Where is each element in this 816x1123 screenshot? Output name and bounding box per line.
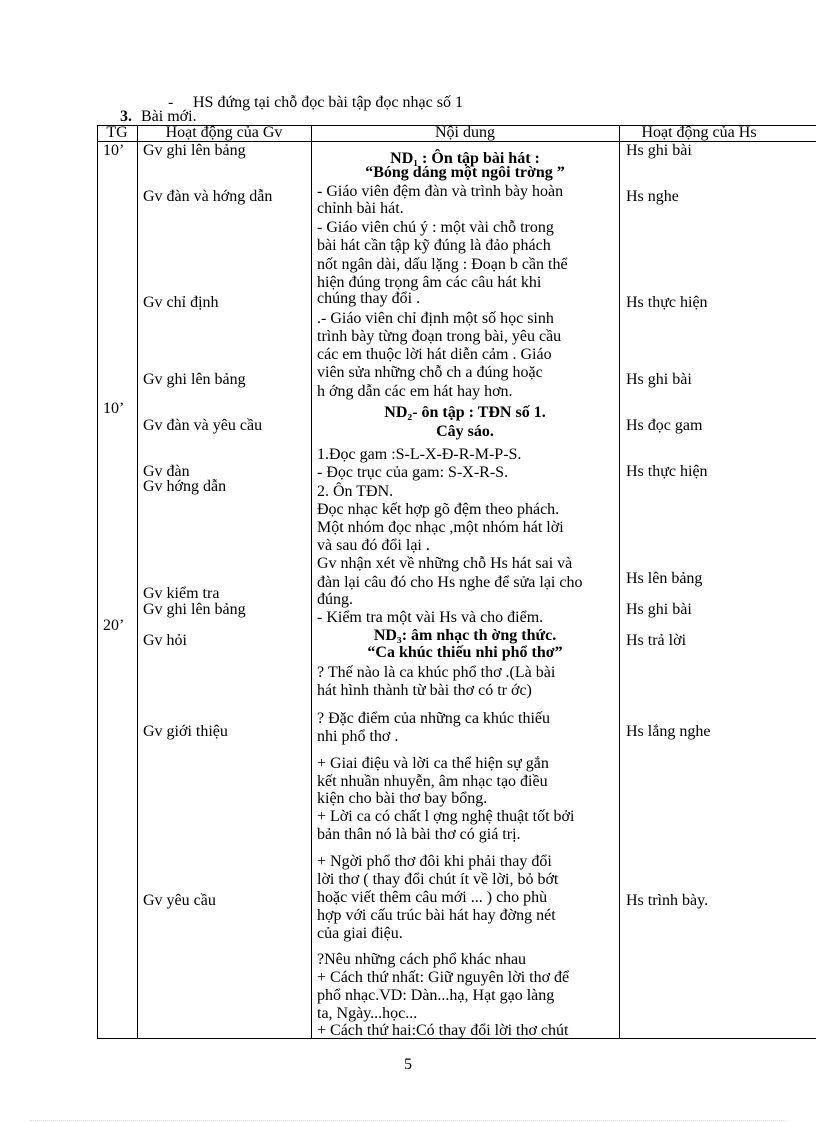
hs-activity: Hs thực hiện	[626, 463, 708, 480]
content-line: - Giáo viên đệm đàn và trình bày hoàn	[317, 183, 564, 200]
content-line: - Đọc trục của gam: S-X-R-S.	[317, 464, 509, 481]
time-cell: 10’	[103, 142, 125, 159]
content-line: và sau đó đổi lại .	[317, 537, 430, 554]
page-number: 5	[404, 1056, 412, 1073]
content-line: kiện cho bài thơ bay bổng.	[317, 790, 488, 807]
gv-activity: Gv ghi lên bảng	[143, 601, 246, 618]
gv-activity: Gv ghi lên bảng	[143, 142, 246, 159]
content-line: hợp với cấu trúc bài hát hay đờng nét	[317, 907, 556, 924]
content-nd2-song: Cây sáo.	[436, 423, 494, 440]
content-line: - Giáo viên chú ý : một vài chỗ trong	[317, 219, 554, 236]
content-line: viên sửa những chỗ ch a đúng hoặc	[317, 364, 543, 381]
content-line: + Cách thứ hai:Có thay đổi lời thơ chút	[317, 1022, 569, 1039]
intro-bullet: -	[168, 94, 174, 111]
gv-activity: Gv đàn và hớng dẫn	[143, 188, 273, 205]
content-line: chỉnh bài hát.	[317, 200, 404, 217]
content-line: Đọc nhạc kết hợp gõ đệm theo phách.	[317, 501, 560, 518]
gv-activity: Gv kiểm tra	[143, 585, 220, 602]
content-line: các em thuộc lời hát diễn cảm . Giáo	[317, 346, 552, 363]
hs-activity: Hs ghi bài	[626, 142, 692, 159]
col-divider-3	[619, 125, 620, 1039]
content-line: hát hình thành từ bài thơ có tr ớc)	[317, 682, 532, 699]
col-divider-2	[311, 125, 312, 1039]
hs-activity: Hs trình bày.	[626, 892, 709, 909]
hs-activity: Hs ghi bài	[626, 601, 692, 618]
hs-activity: Hs nghe	[626, 188, 679, 205]
header-gv: Hoạt động của Gv	[165, 124, 283, 141]
gv-activity: Gv giới thiệu	[143, 723, 228, 740]
gv-activity: Gv yêu cầu	[143, 892, 216, 909]
content-line: ?Nêu những cách phổ khác nhau	[317, 951, 527, 968]
content-line: trình bày từng đoạn trong bài, yêu cầu	[317, 328, 562, 345]
content-line: phổ nhạc.VD: Dàn...hạ, Hạt gạo làng	[317, 987, 555, 1004]
page-bottom-guide	[30, 1120, 786, 1121]
gv-activity: Gv hỏi	[143, 632, 187, 649]
col-divider-1	[137, 125, 138, 1039]
hs-activity: Hs trả lời	[626, 632, 687, 649]
content-line: ? Thế nào là ca khúc phổ thơ .(Là bài	[317, 664, 556, 681]
col-divider-left	[97, 125, 98, 1039]
intro-line: HS đứng tại chỗ đọc bài tập đọc nhạc số 1	[193, 94, 463, 111]
content-line: 2. Ôn TĐN.	[317, 483, 394, 500]
content-line: ? Đặc điểm của những ca khúc thiếu	[317, 710, 551, 727]
header-tg: TG	[106, 124, 128, 141]
content-line: chúng thay đổi .	[317, 290, 421, 307]
content-nd1-title: ND₁ : Ôn tập bài hát :	[390, 150, 540, 167]
content-line: nốt ngân dài, dấu lặng : Đoạn b cần thể	[317, 256, 568, 273]
content-line: Một nhóm đọc nhạc ,một nhóm hát lời	[317, 519, 564, 536]
content-line: hiện đúng trọng âm các câu hát khi	[317, 274, 542, 291]
time-cell: 10’	[103, 400, 125, 417]
time-cell: 20’	[103, 617, 125, 634]
gv-activity: Gv hớng dẫn	[143, 478, 227, 495]
content-line: hoặc viết thêm câu mới ... ) cho phù	[317, 889, 548, 906]
content-line: + Ngời phổ thơ đôi khi phải thay đổi	[317, 853, 552, 870]
content-line: 1.Đọc gam :S-L-X-Đ-R-M-P-S.	[317, 446, 522, 463]
gv-activity: Gv chỉ định	[143, 294, 219, 311]
content-line: ta, Ngày...học...	[317, 1005, 418, 1022]
hs-activity: Hs lắng nghe	[626, 723, 711, 740]
content-line: lời thơ ( thay đổi chút ít về lời, bỏ bớt	[317, 871, 559, 888]
gv-activity: Gv đàn và yêu cầu	[143, 417, 263, 434]
content-line: + Lời ca có chất l ợng nghệ thuật tốt bởi	[317, 808, 575, 825]
content-line: Gv nhận xét về những chỗ Hs hát sai và	[317, 555, 573, 572]
hs-activity: Hs ghi bài	[626, 371, 692, 388]
content-line: đúng.	[317, 591, 353, 608]
content-nd3-song: “Ca khúc thiếu nhi phổ thơ”	[367, 644, 563, 661]
content-nd3-title: ND₃: âm nhạc th ờng thức.	[373, 627, 557, 644]
content-nd1-song: “Bóng dáng một ngôi trờng ”	[365, 164, 565, 181]
content-line: của giai điệu.	[317, 925, 403, 942]
content-line: + Giai điệu và lời ca thể hiện sự gắn	[317, 755, 549, 772]
header-noidung: Nội dung	[435, 124, 495, 141]
content-line: h ớng dẫn các em hát hay hơn.	[317, 383, 513, 400]
hs-activity: Hs lên bảng	[626, 570, 703, 587]
section-title: Bài mới.	[141, 108, 197, 125]
content-line: - Kiểm tra một vài Hs và cho điểm.	[317, 609, 544, 626]
content-line: nhi phổ thơ .	[317, 728, 399, 745]
header-hs: Hoạt động của Hs	[641, 124, 757, 141]
content-line: bài hát cần tập kỹ đúng là đảo phách	[317, 237, 551, 254]
gv-activity: Gv đàn	[143, 463, 190, 480]
hs-activity: Hs đọc gam	[626, 417, 703, 434]
content-line: bản thân nó là bài thơ có giá trị.	[317, 826, 521, 843]
section-number: 3.	[120, 108, 132, 125]
content-line: + Cách thứ nhất: Giữ nguyên lời thơ để	[317, 969, 570, 986]
hs-activity: Hs thực hiện	[626, 294, 708, 311]
content-line: .- Giáo viên chỉ định một số học sinh	[317, 310, 554, 327]
content-line: kết nhuần nhuyễn, âm nhạc tạo điều	[317, 773, 548, 790]
content-nd2-title: ND₂- ôn tập : TĐN số 1.	[384, 404, 546, 421]
gv-activity: Gv ghi lên bảng	[143, 371, 246, 388]
content-line: đàn lại câu đó cho Hs nghe để sửa lại cho	[317, 574, 583, 591]
